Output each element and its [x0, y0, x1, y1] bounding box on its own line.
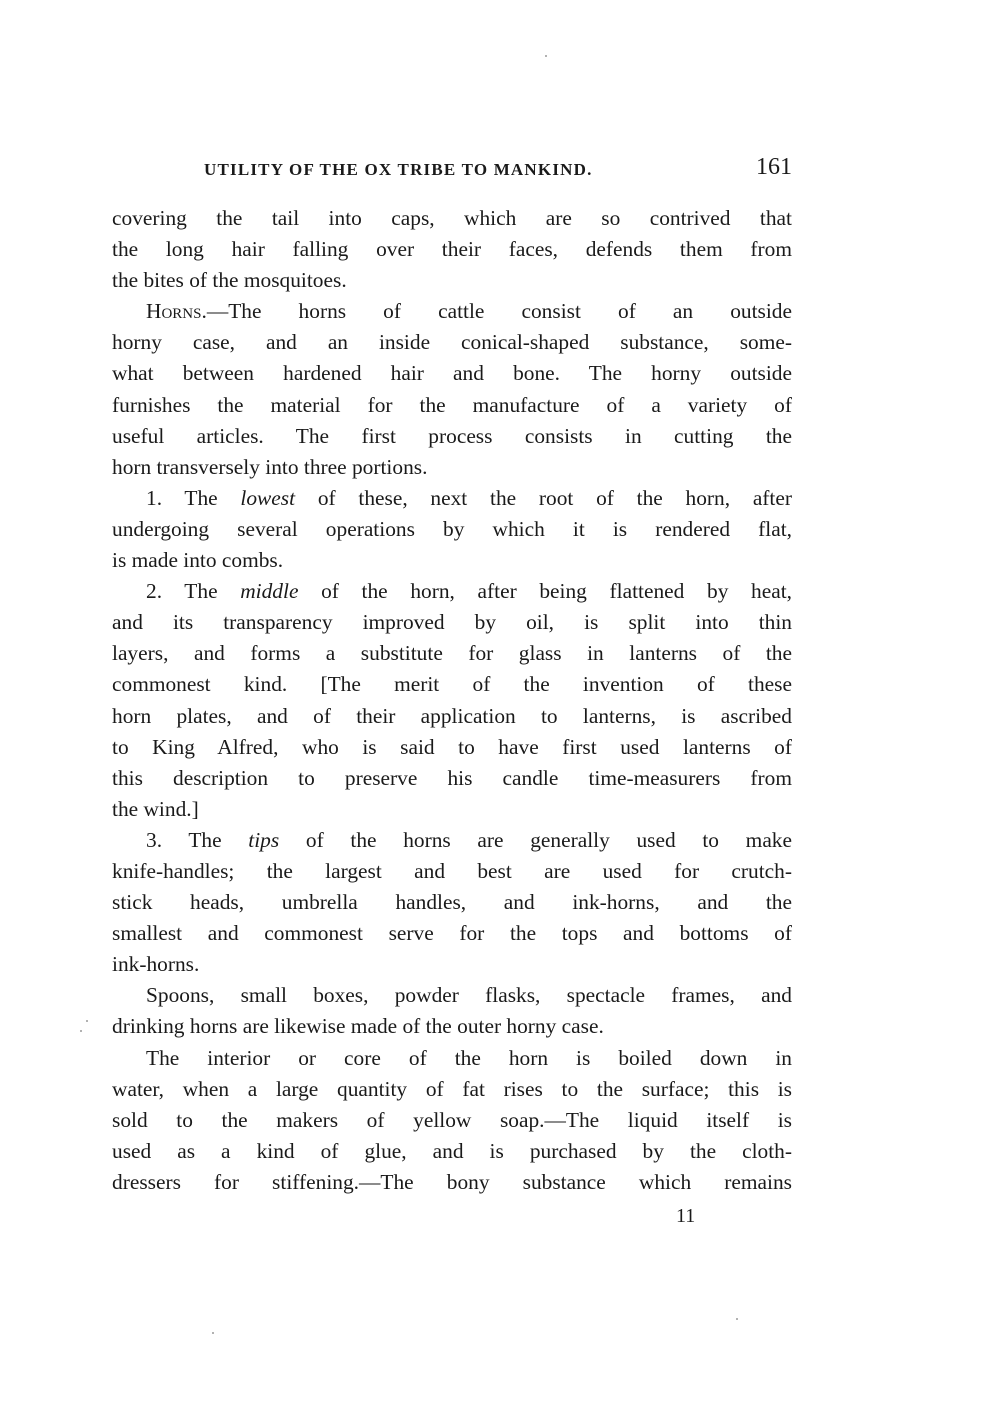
line-text: stick heads, umbrella handles, and ink-horns, and the — [112, 890, 792, 915]
paper-speck — [86, 1020, 88, 1022]
line-text: of the horn, after being flattened by heat, — [298, 579, 793, 604]
page-number: 161 — [756, 154, 792, 180]
line-text: sold to the makers of yellow soap.—The liquid itself is — [112, 1107, 792, 1132]
emphasized-term: tips — [248, 827, 280, 852]
line-text: —The horns of cattle consist of an outside — [206, 299, 792, 324]
list-number: 2. The — [146, 579, 241, 604]
text-line — [112, 327, 792, 358]
line-text: the wind.] — [112, 796, 199, 821]
text-line — [112, 1105, 792, 1136]
line-text: dressers for stiffening.—The bony substance which remains — [112, 1169, 792, 1194]
text-line — [112, 1136, 792, 1167]
text-line — [112, 887, 792, 918]
text-line — [112, 452, 792, 483]
line-text: undergoing several operations by which it is rendered flat, — [112, 516, 792, 541]
text-line — [112, 1043, 792, 1074]
text-line — [112, 794, 792, 825]
emphasized-term: middle — [240, 579, 299, 604]
line-text: this description to preserve his candle time-measurers from — [112, 765, 792, 790]
text-line — [112, 296, 792, 327]
line-text: horn transversely into three portions. — [112, 454, 428, 479]
text-line — [112, 732, 792, 763]
page-header — [112, 156, 792, 188]
running-title: UTILITY OF THE OX TRIBE TO MANKIND. — [204, 160, 593, 179]
line-text: furnishes the material for the manufacture of a variety of — [112, 392, 792, 417]
line-text: commonest kind. [The merit of the invention of these — [112, 672, 792, 697]
line-text: of these, next the root of the horn, after — [295, 485, 792, 510]
text-line — [112, 483, 792, 514]
paper-speck — [736, 1318, 738, 1320]
line-text: water, when a large quantity of fat rises to the surface; this is — [112, 1076, 792, 1101]
line-text: horn plates, and of their application to lanterns, is ascribed — [112, 703, 792, 728]
text-line — [112, 265, 792, 296]
text-line — [112, 701, 792, 732]
line-text: drinking horns are likewise made of the outer horny case. — [112, 1014, 604, 1039]
line-text: covering the tail into caps, which are so contrived that — [112, 206, 792, 230]
line-text: is made into combs. — [112, 548, 284, 573]
line-text: The interior or core of the horn is boiled down in — [146, 1045, 792, 1070]
text-line — [112, 203, 792, 234]
text-line — [112, 1074, 792, 1105]
paper-speck — [545, 55, 547, 57]
list-number: 3. The — [146, 827, 249, 852]
text-line — [112, 576, 792, 607]
text-line — [112, 980, 792, 1011]
paper-speck — [80, 1030, 82, 1032]
text-line — [112, 856, 792, 887]
line-text: the long hair falling over their faces, defends them from — [112, 237, 792, 262]
line-text: ink-horns. — [112, 952, 200, 977]
section-heading: Horns. — [146, 299, 207, 324]
paper-speck — [212, 1332, 214, 1334]
list-number: 1. The — [146, 485, 241, 510]
line-text: of the horns are generally used to make — [279, 827, 792, 852]
text-line — [112, 1167, 792, 1198]
signature-mark: 11 — [676, 1205, 696, 1227]
text-line — [112, 234, 792, 265]
text-line — [112, 918, 792, 949]
line-text: horny case, and an inside conical-shaped substance, some- — [112, 330, 792, 355]
line-text: the bites of the mosquitoes. — [112, 268, 347, 293]
line-text: what between hardened hair and bone. The horny outside — [112, 361, 792, 386]
text-line — [112, 545, 792, 576]
text-line — [112, 669, 792, 700]
text-line — [112, 825, 792, 856]
emphasized-term: lowest — [240, 485, 296, 510]
line-text: smallest and commonest serve for the tops and bottoms of — [112, 921, 792, 946]
line-text: useful articles. The first process consists in cutting the — [112, 423, 792, 448]
line-text: knife-handles; the largest and best are used for crutch- — [112, 858, 792, 883]
text-line — [112, 421, 792, 452]
text-line — [112, 763, 792, 794]
line-text: used as a kind of glue, and is purchased by the cloth- — [112, 1138, 792, 1163]
text-line — [112, 638, 792, 669]
line-text: layers, and forms a substitute for glass in lanterns of the — [112, 641, 792, 666]
line-text: to King Alfred, who is said to have first used lanterns of — [112, 734, 792, 759]
text-line — [112, 358, 792, 389]
text-line — [112, 949, 792, 980]
text-line — [112, 514, 792, 545]
line-text: Spoons, small boxes, powder flasks, spectacle frames, and — [146, 983, 792, 1008]
line-text: and its transparency improved by oil, is split into thin — [112, 610, 792, 635]
text-line — [112, 390, 792, 421]
text-line — [112, 607, 792, 638]
text-line — [112, 1011, 792, 1042]
body-text — [112, 203, 792, 1198]
